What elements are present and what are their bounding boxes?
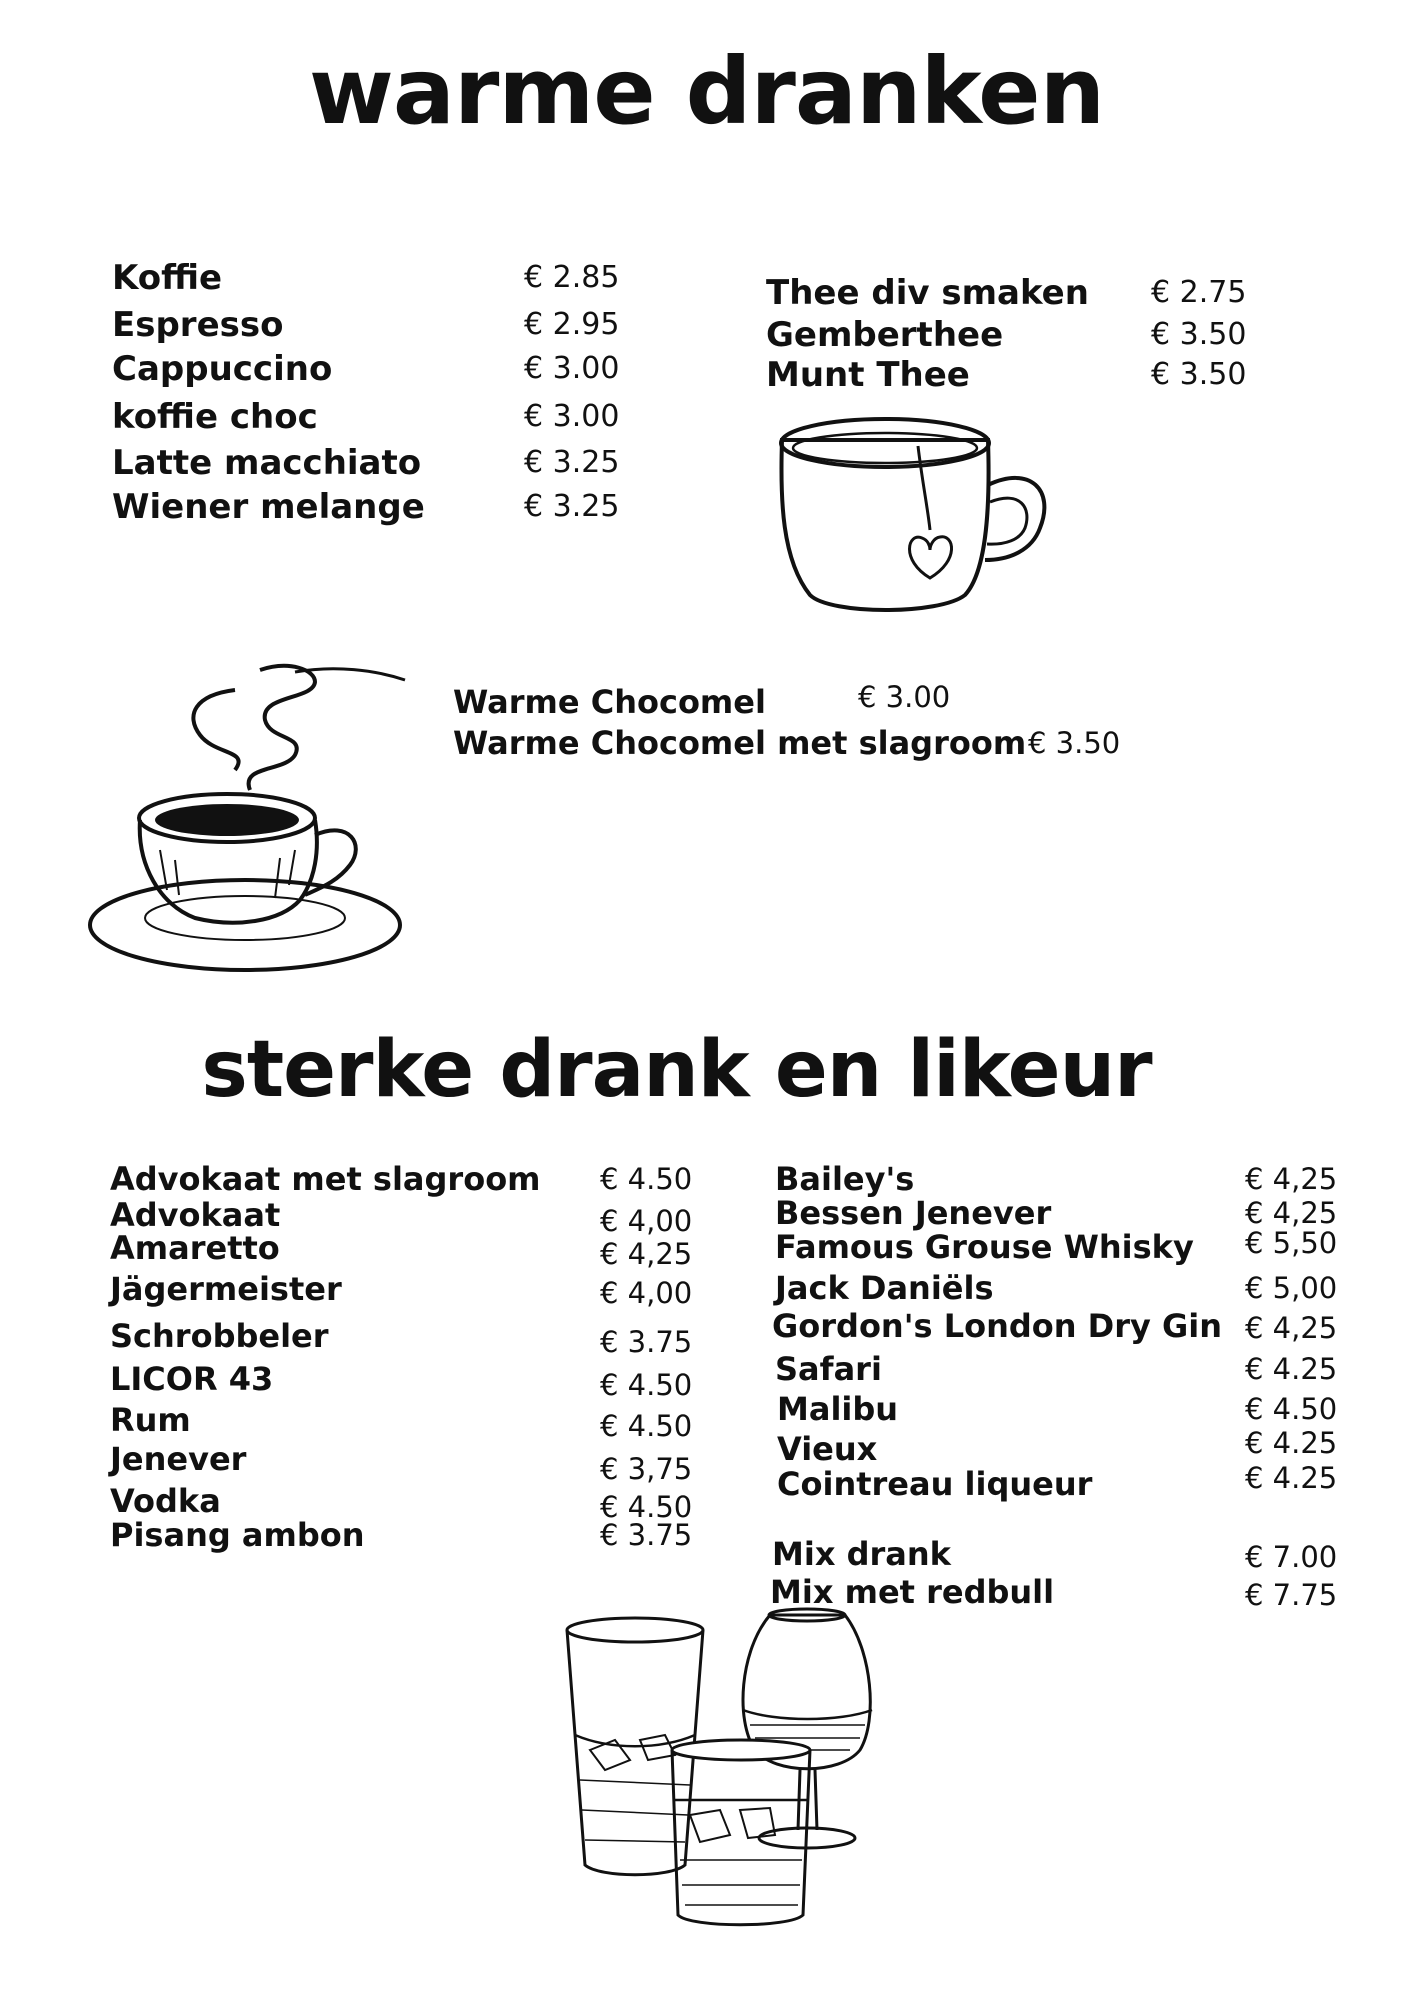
item-name: Amaretto	[110, 1229, 280, 1267]
coffee-cup-icon	[75, 660, 415, 980]
item-price: € 5,00	[1245, 1271, 1338, 1305]
item-price: € 4.25	[1245, 1426, 1338, 1460]
item-price: € 2.95	[524, 307, 620, 342]
item-price: € 4,00	[600, 1276, 693, 1310]
item-name: Vieux	[777, 1430, 878, 1468]
item-name: Jack Daniëls	[775, 1269, 994, 1307]
item-price: € 3.75	[600, 1518, 693, 1552]
item-price: € 4.25	[1245, 1352, 1338, 1386]
item-price: € 4,25	[1245, 1196, 1338, 1230]
heading-warme-dranken: warme dranken	[308, 38, 1105, 145]
item-price: € 2.85	[524, 260, 620, 295]
item-name: Advokaat met slagroom	[110, 1160, 541, 1198]
tea-mug-icon	[770, 410, 1070, 620]
item-price: € 4.50	[600, 1162, 693, 1196]
item-price: € 3,75	[600, 1452, 693, 1486]
item-name: Bessen Jenever	[775, 1194, 1052, 1232]
item-price: € 4,25	[1245, 1162, 1338, 1196]
item-price: € 4.50	[600, 1409, 693, 1443]
item-price: € 5,50	[1245, 1226, 1338, 1260]
item-price: € 3.25	[524, 445, 620, 480]
item-price: € 4.50	[600, 1490, 693, 1524]
item-name: koffie choc	[112, 397, 318, 437]
item-name: Munt Thee	[766, 355, 970, 395]
item-price: € 7.00	[1245, 1540, 1338, 1574]
item-price: € 4.50	[1245, 1392, 1338, 1426]
item-name: Cappuccino	[112, 349, 333, 389]
item-price: € 3.00	[858, 680, 951, 714]
item-name: Koffie	[112, 258, 223, 298]
item-price: € 4,25	[600, 1237, 693, 1271]
item-name: Espresso	[112, 305, 284, 345]
item-name: Wiener melange	[112, 487, 425, 527]
item-price: € 3.50	[1151, 357, 1247, 392]
item-price: € 4,25	[1245, 1311, 1338, 1345]
item-price: € 3.50	[1028, 726, 1121, 760]
item-name: Pisang ambon	[110, 1516, 365, 1554]
item-price: € 3.25	[524, 489, 620, 524]
item-name: Latte macchiato	[112, 443, 422, 483]
item-name: Schrobbeler	[110, 1317, 329, 1355]
item-name: Mix met redbull	[770, 1573, 1055, 1611]
item-price: € 3.50	[1151, 317, 1247, 352]
item-name: Cointreau liqueur	[777, 1465, 1093, 1503]
item-price: € 4,00	[600, 1204, 693, 1238]
item-name: Bailey's	[775, 1160, 915, 1198]
item-name: Safari	[775, 1350, 882, 1388]
item-name: Advokaat	[110, 1196, 281, 1234]
item-name: Malibu	[777, 1390, 899, 1428]
heading-sterke-drank-en-likeur: sterke drank en likeur	[201, 1025, 1152, 1115]
liquor-glasses-icon	[560, 1610, 930, 1940]
item-name: Vodka	[110, 1482, 221, 1520]
item-name: Gordon's London Dry Gin	[772, 1307, 1223, 1345]
item-price: € 7.75	[1245, 1578, 1338, 1612]
item-name: Jägermeister	[110, 1270, 342, 1308]
item-name: Gemberthee	[766, 315, 1004, 355]
item-name: Warme Chocomel met slagroom	[453, 724, 1027, 762]
item-price: € 4.25	[1245, 1461, 1338, 1495]
item-price: € 4.50	[600, 1368, 693, 1402]
item-name: Warme Chocomel	[453, 683, 766, 721]
item-name: Mix drank	[772, 1535, 951, 1573]
item-price: € 3.00	[524, 399, 620, 434]
item-name: Famous Grouse Whisky	[775, 1228, 1194, 1266]
item-price: € 3.00	[524, 351, 620, 386]
item-name: Jenever	[110, 1440, 247, 1478]
item-name: Thee div smaken	[766, 273, 1089, 313]
item-name: Rum	[110, 1401, 191, 1439]
item-price: € 2.75	[1151, 275, 1247, 310]
item-price: € 3.75	[600, 1325, 693, 1359]
item-name: LICOR 43	[110, 1360, 274, 1398]
